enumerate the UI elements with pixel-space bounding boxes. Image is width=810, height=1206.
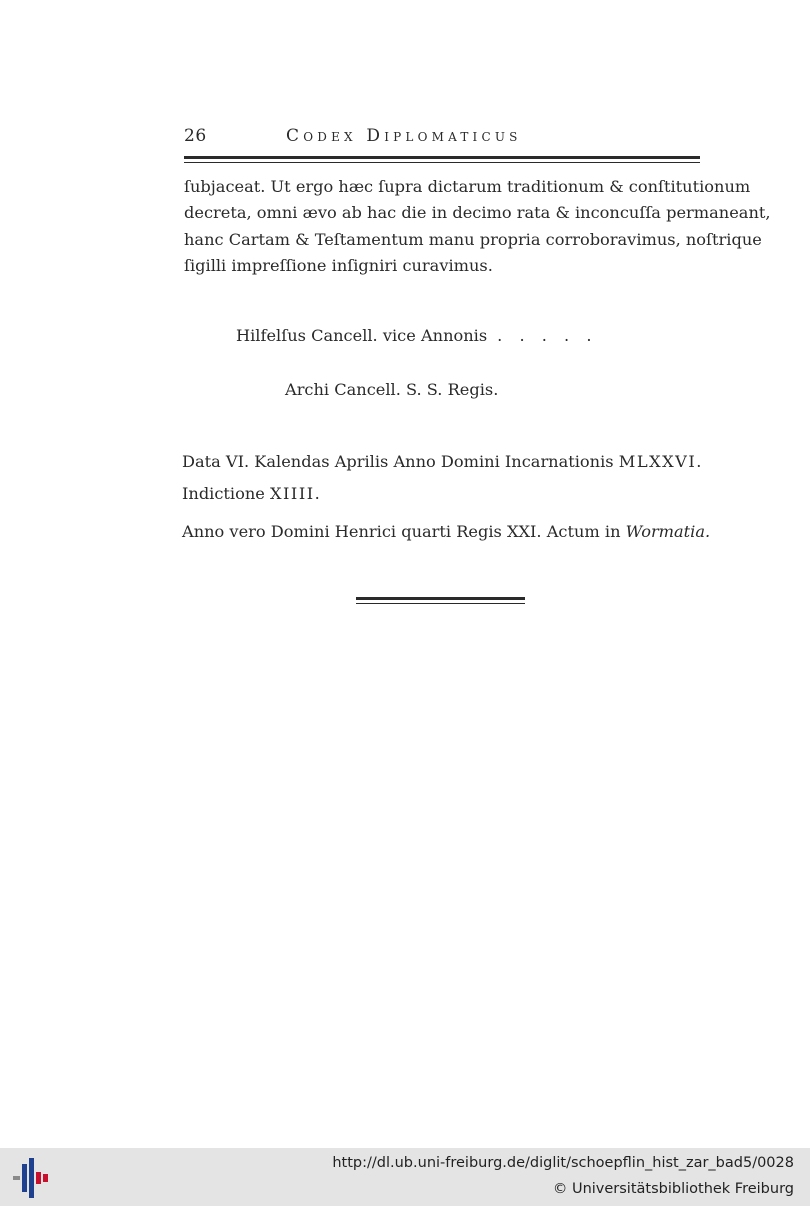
- page-number: 26: [184, 126, 207, 146]
- chancellor-name: Hilfelſus Cancell. vice Annonis: [236, 326, 488, 345]
- text-line: ſubjaceat. Ut ergo hæc ſupra dictarum traditionum & conſtitutionum: [184, 177, 751, 196]
- ub-freiburg-logo-icon[interactable]: [10, 1158, 52, 1198]
- place-name: Wormatia.: [625, 522, 711, 541]
- archchancellor-signature: Archi Cancell. S. S. Regis.: [285, 380, 499, 399]
- copyright-notice: © Universitätsbibliothek Freiburg: [552, 1181, 794, 1197]
- regnal-year-text: Anno vero Domini Henrici quarti Regis XXI. Actum in: [182, 522, 621, 541]
- running-title: Codex Diplomaticus: [286, 126, 522, 146]
- dating-text: Data VI. Kalendas Aprilis Anno Domini Incarnationis: [182, 452, 614, 471]
- page-header: [184, 124, 700, 148]
- permalink-url[interactable]: http://dl.ub.uni-freiburg.de/diglit/schoepflin_hist_zar_bad5/0028: [332, 1155, 794, 1171]
- chancellor-signature: [236, 326, 597, 345]
- signature-dots: . . . . .: [497, 326, 598, 345]
- dating-line-2: [182, 484, 321, 503]
- viewer-footer: [0, 1148, 810, 1206]
- closing-double-rule: [356, 597, 525, 607]
- text-line: ſigilli impreſſione inſigniri curavimus.: [184, 255, 493, 275]
- year-roman: MLXXVI.: [618, 452, 703, 471]
- dating-line-1: [182, 452, 703, 471]
- indiction-roman: XIIII.: [270, 484, 322, 503]
- charter-text: [184, 174, 771, 279]
- text-line: decreta, omni ævo ab hac die in decimo rata & inconcuſſa permaneant,: [184, 203, 771, 223]
- text-line: hanc Cartam & Teſtamentum manu propria corroboravimus, noſtrique: [184, 229, 762, 249]
- indiction-label: Indictione: [182, 484, 265, 503]
- dating-line-3: [182, 522, 710, 541]
- header-double-rule: [184, 156, 700, 166]
